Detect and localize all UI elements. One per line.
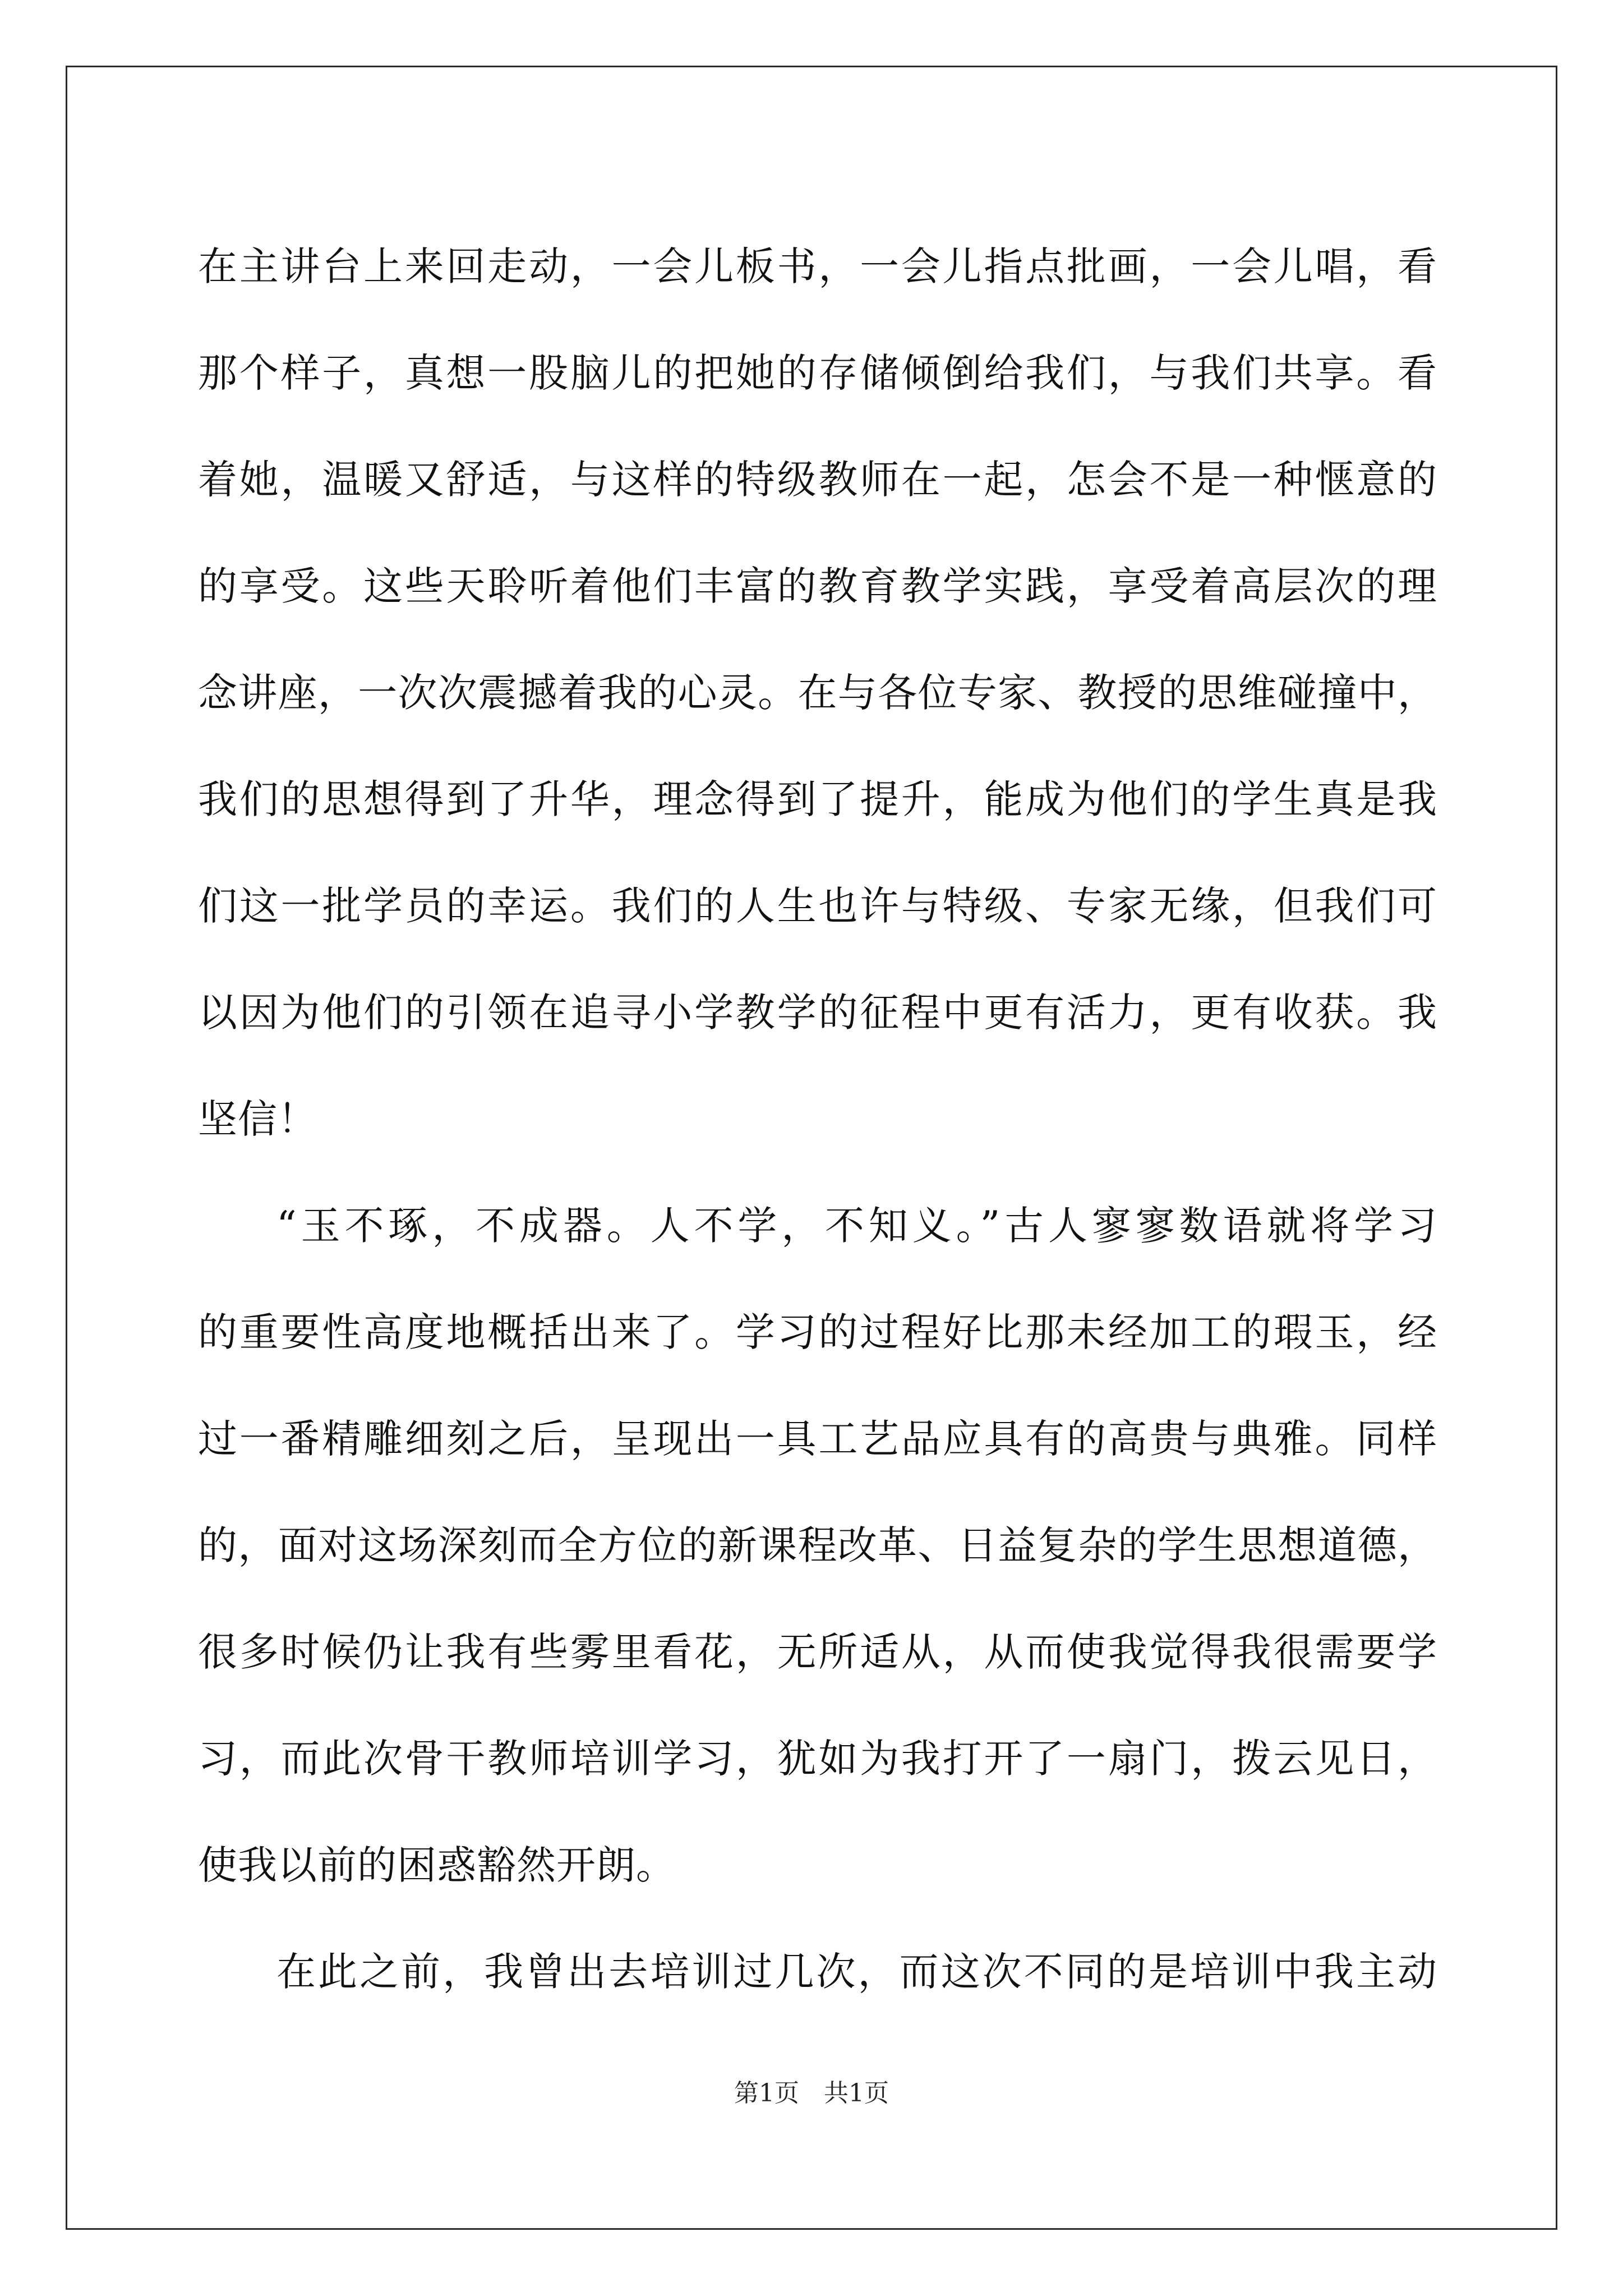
text-line: 的，面对这场深刻而全方位的新课程改革、日益复杂的学生思想道德， — [198, 1522, 1437, 1568]
text-line: 们这一批学员的幸运。我们的人生也许与特级、专家无缘，但我们可 — [198, 883, 1437, 929]
document-body — [198, 213, 1437, 2025]
text-line: 在主讲台上来回走动，一会儿板书，一会儿指点批画，一会儿唱，看 — [198, 243, 1437, 289]
text-line: 使我以前的困惑豁然开朗。 — [198, 1842, 676, 1888]
text-line: 的重要性高度地概括出来了。学习的过程好比那未经加工的瑕玉，经 — [198, 1309, 1437, 1355]
text-line: “玉不琢，不成器。人不学，不知义。”古人寥寥数语就将学习 — [276, 1203, 1437, 1249]
text-line: 我们的思想得到了升华，理念得到了提升，能成为他们的学生真是我 — [198, 776, 1437, 822]
text-line: 习，而此次骨干教师培训学习，犹如为我打开了一扇门，拨云见日， — [198, 1736, 1437, 1782]
text-line: 以因为他们的引领在追寻小学教学的征程中更有活力，更有收获。我 — [198, 990, 1437, 1036]
text-line: 很多时候仍让我有些雾里看花，无所适从，从而使我觉得我很需要学 — [198, 1629, 1437, 1675]
text-line: 过一番精雕细刻之后，呈现出一具工艺品应具有的高贵与典雅。同样 — [198, 1416, 1437, 1462]
text-line: 那个样子，真想一股脑儿的把她的存储倾倒给我们，与我们共享。看 — [198, 350, 1437, 396]
text-line: 在此之前，我曾出去培训过几次，而这次不同的是培训中我主动 — [276, 1949, 1437, 1995]
text-line: 着她，温暖又舒适，与这样的特级教师在一起，怎会不是一种惬意的 — [198, 457, 1437, 503]
text-line: 念讲座，一次次震撼着我的心灵。在与各位专家、教授的思维碰撞中， — [198, 670, 1437, 716]
page-footer: 第1页 共1页 — [734, 2079, 889, 2108]
text-line: 的享受。这些天聆听着他们丰富的教育教学实践，享受着高层次的理 — [198, 563, 1437, 609]
text-line: 坚信！ — [198, 1096, 317, 1142]
